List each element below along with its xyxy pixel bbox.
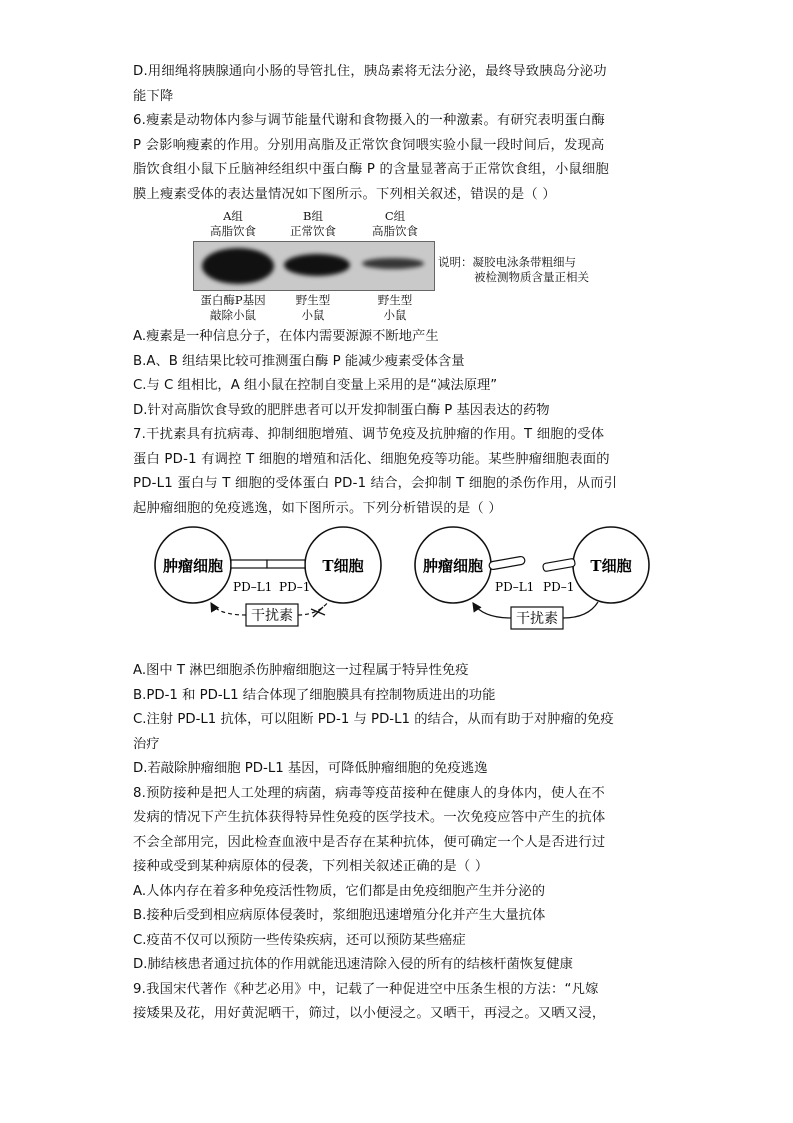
q6-option-c: C.与 C 组相比，A 组小鼠在控制自变量上采用的是“减法原理” (133, 378, 498, 393)
q8-option-d: D.肺结核患者通过抗体的作用就能迅速清除入侵的所有的结核杆菌恢复健康 (133, 957, 573, 972)
tumor-cell-label-right: 肿瘤细胞 (422, 557, 484, 575)
q8-option-c: C.疫苗不仅可以预防一些传染疾病，还可以预防某些癌症 (133, 932, 466, 948)
q8-stem-line: 不会全部用完，因此检查血液中是否存在某种抗体，便可确定一个人是否进行过 (133, 834, 606, 850)
group-a-mouse: 蛋白酶P基因 (200, 293, 266, 307)
q7-option-c-cont: 治疗 (133, 736, 160, 752)
pd1-receptor-right (543, 558, 576, 571)
ifn-label-left: 干扰素 (251, 608, 293, 624)
q7-stem-line: PD-L1 蛋白与 T 细胞的受体蛋白 PD-1 结合，会抑制 T 细胞的杀伤作用，从而引 (133, 476, 618, 491)
gel-image (193, 241, 435, 291)
exam-page (133, 60, 673, 1027)
q7-option-d: D.若敲除肿瘤细胞 PD-L1 基因，可降低肿瘤细胞的免疫逃逸 (133, 761, 488, 776)
pd1-diagram (133, 525, 673, 655)
group-a-mouse: 敲除小鼠 (210, 308, 256, 322)
group-c-footer (355, 293, 435, 323)
q7-stem-line: 蛋白 PD-1 有调控 T 细胞的增殖和活化、细胞免疫等功能。某些肿瘤细胞表面的 (133, 451, 610, 467)
group-a-name: A组 (223, 209, 243, 223)
q7-option-c: C.注射 PD-L1 抗体，可以阻断 PD-1 与 PD-L1 的结合，从而有助于对肿瘤的免疫 (133, 712, 614, 727)
q7-stem-line: 7.干扰素具有抗病毒、抑制细胞增殖、调节免疫及抗肿瘤的作用。T 细胞的受体 (133, 427, 605, 442)
q9-stem-line: 接矮果及花，用好黄泥晒干，筛过，以小便浸之。又晒干，再浸之。又晒又浸， (133, 1006, 606, 1021)
q6-option-d: D.针对高脂饮食导致的肥胖患者可以开发抑制蛋白酶 P 基因表达的药物 (133, 402, 550, 418)
q7-option-a: A.图中 T 淋巴细胞杀伤肿瘤细胞这一过程属于特异性免疫 (133, 663, 469, 678)
q6-stem-line: 膜上瘦素受体的表达量情况如下图所示。下列相关叙述，错误的是（ ） (133, 186, 556, 202)
group-b-mouse: 小鼠 (301, 308, 325, 322)
q6-stem-line: 6.瘦素是动物体内参与调节能量代谢和食物摄入的一种激素。有研究表明蛋白酶 (133, 113, 605, 128)
q8-stem-line: 8.预防接种是把人工处理的病菌，病毒等疫苗接种在健康人的身体内，使人在不 (133, 785, 605, 801)
ifn-arrow-right (473, 603, 511, 618)
figure-note-line: 被检测物质含量正相关 (474, 270, 589, 284)
q7-stem-line: 起肿瘤细胞的免疫逃逸，如下图所示。下列分析错误的是（ ） (133, 500, 502, 516)
t-cell-label-right: T细胞 (590, 557, 632, 575)
group-c-mouse: 小鼠 (383, 308, 407, 322)
left-diagram (155, 527, 381, 626)
group-b-name: B组 (303, 209, 323, 223)
pd1-receptor-left (267, 560, 305, 568)
ifn-arrow-left (211, 603, 246, 615)
q7-option-b: B.PD-1 和 PD-L1 结合体现了细胞膜具有控制物质进出的功能 (133, 687, 496, 703)
pdl1-label-left: PD–L1 (233, 580, 273, 594)
ifn-source-right (563, 602, 598, 618)
q8-stem-line: 发病的情况下产生抗体获得特异性免疫的医学技术。一次免疫应答中产生的抗体 (133, 810, 606, 825)
pd1-diagram-svg (133, 525, 673, 655)
group-a-footer (193, 293, 273, 323)
group-c-diet: 高脂饮食 (372, 224, 418, 238)
q6-option-a: A.瘦素是一种信息分子，在体内需要源源不断地产生 (133, 329, 439, 344)
t-cell-label-left: T细胞 (322, 557, 364, 575)
group-c-mouse: 野生型 (377, 293, 413, 307)
ifn-label-right: 干扰素 (516, 611, 558, 627)
western-blot-figure (133, 209, 673, 321)
gel-band-b (284, 254, 350, 276)
q6-stem-line: 脂饮食组小鼠下丘脑神经组织中蛋白酶 P 的含量显著高于正常饮食组，小鼠细胞 (133, 162, 609, 177)
q8-option-a: A.人体内存在着多种免疫活性物质，它们都是由免疫细胞产生并分泌的 (133, 883, 545, 899)
q8-stem-line: 接种或受到某种病原体的侵袭，下列相关叙述正确的是（ ） (133, 859, 489, 874)
group-a-diet: 高脂饮食 (210, 224, 256, 238)
figure-note-line: 说明：凝胶电泳条带粗细与 (438, 255, 576, 269)
pdl1-label-right: PD–L1 (495, 580, 535, 594)
q6-option-b: B.A、B 组结果比较可推测蛋白酶 P 能减少瘦素受体含量 (133, 353, 465, 369)
group-b-footer (273, 293, 353, 323)
group-b-diet: 正常饮食 (290, 224, 336, 238)
q6-stem-line: P 会影响瘦素的作用。分别用高脂及正常饮食饲喂实验小鼠一段时间后，发现高 (133, 137, 605, 153)
group-b-header (273, 209, 353, 239)
ifn-source-left (298, 601, 329, 615)
gel-band-c (362, 258, 424, 269)
group-b-mouse: 野生型 (295, 293, 331, 307)
group-c-header (355, 209, 435, 239)
right-diagram (415, 527, 649, 629)
q8-option-b: B.接种后受到相应病原体侵袭时，浆细胞迅速增殖分化并产生大量抗体 (133, 908, 546, 923)
figure-note (438, 255, 589, 285)
q9-stem-line: 9.我国宋代著作《种艺必用》中，记载了一种促进空中压条生根的方法：“凡嫁 (133, 981, 599, 997)
q5-option-d: D.用细绳将胰腺通向小肠的导管扎住，胰岛素将无法分泌，最终导致胰岛分泌功 (133, 64, 607, 79)
group-c-name: C组 (384, 209, 406, 223)
gel-band-a (202, 248, 274, 284)
pd1-label-right: PD–1 (543, 580, 575, 594)
group-a-header (193, 209, 273, 239)
pdl1-receptor-right (489, 556, 526, 570)
tumor-cell-label-left: 肿瘤细胞 (162, 557, 224, 575)
pdl1-receptor-left (231, 560, 267, 568)
q5-option-d-cont: 能下降 (133, 88, 174, 104)
pd1-label-left: PD–1 (279, 580, 311, 594)
